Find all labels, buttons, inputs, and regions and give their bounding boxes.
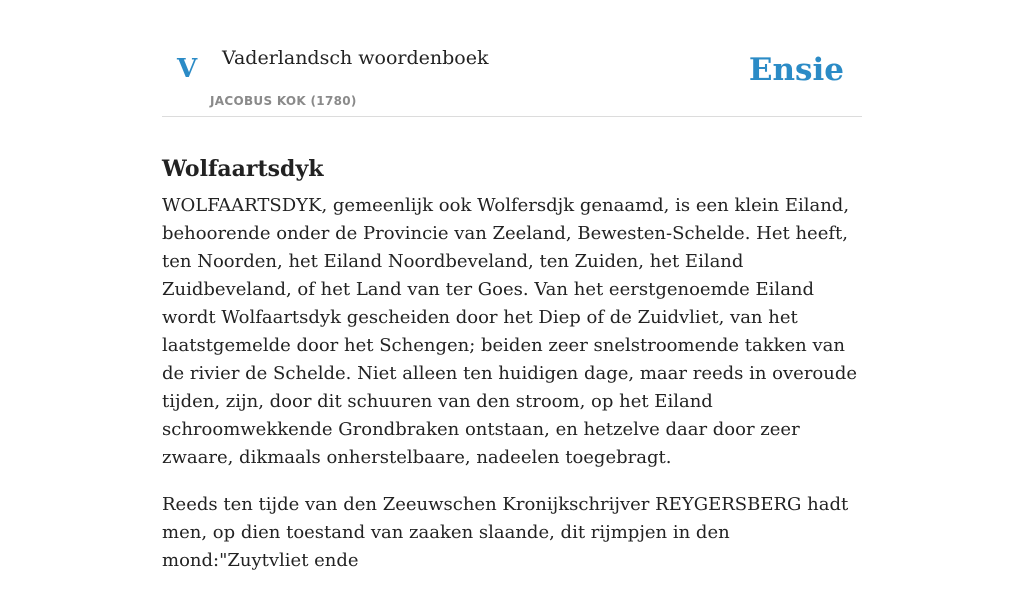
entry-title: Wolfaartsdyk <box>162 155 324 182</box>
entry-paragraph: WOLFAARTSDYK, gemeenlijk ook Wolfersdjk genaamd, is een klein Eiland, behoorende onder de Provincie van Zeeland, Bewesten-Schelde. Het heeft, ten Noorden, het Eiland Noordbeveland, ten Zuiden, het Eiland Zuidbeveland, of het Land van ter Goes. Van het eerstgenoemde Eiland wordt Wolfaartsdyk gescheiden door het Diep of de Zuidvliet, van het laatstgemelde door het Schengen; beiden zeer snelstroomende takken van de rivier de Schelde. Niet alleen ten huidigen dage, maar reeds in overoude tijden, zijn, door dit schuuren van den stroom, op het Eiland schroomwekkende Grondbraken ontstaan, en hetzelve daar door zeer zwaare, dikmaals onherstelbaare, nadeelen toegebragt. <box>162 195 858 468</box>
book-letter-icon[interactable]: V <box>177 54 198 84</box>
ensie-logo-link[interactable]: Ensie <box>748 52 844 88</box>
book-title-link[interactable]: Vaderlandsch woordenboek <box>222 47 489 69</box>
book-author: JACOBUS KOK (1780) <box>210 94 357 108</box>
entry-body <box>162 192 862 594</box>
entry-paragraph: Reeds ten tijde van den Zeeuwschen Kronijkschrijver REYGERSBERG hadt men, op dien toestand van zaaken slaande, dit rijmpjen in den mond:"Zuytvliet ende <box>162 494 849 571</box>
dictionary-header <box>162 0 862 117</box>
